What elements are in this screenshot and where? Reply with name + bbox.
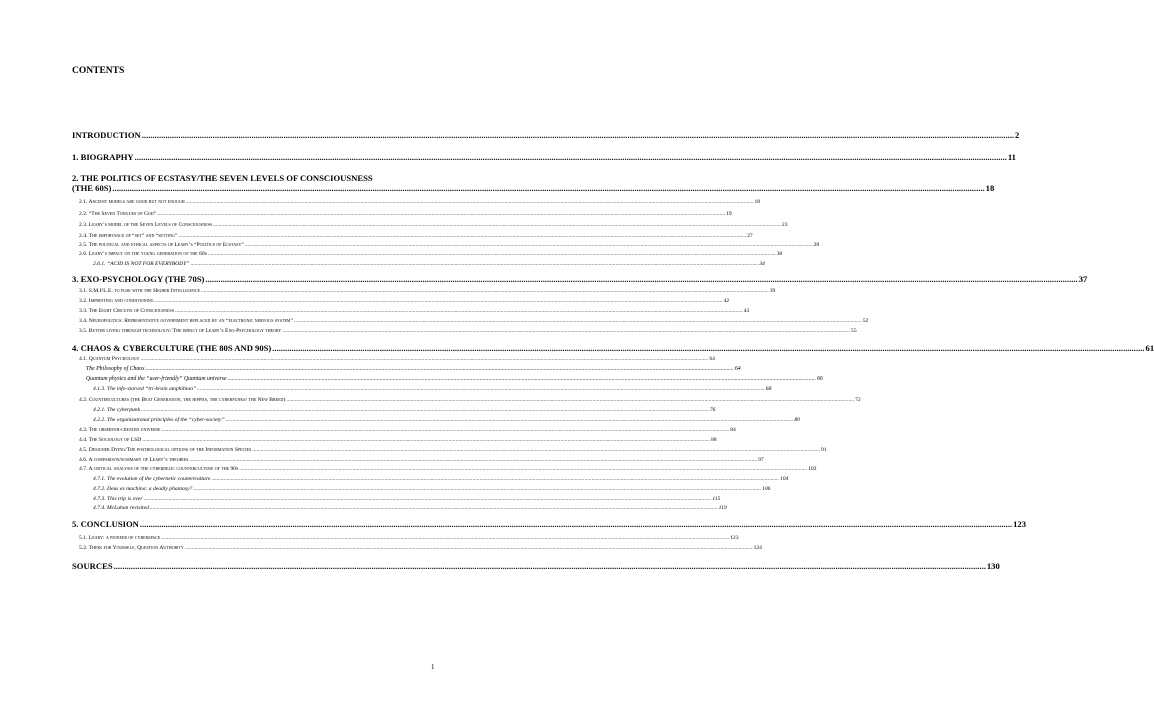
toc-entry[interactable] <box>93 261 765 267</box>
dot-leader <box>193 486 761 492</box>
toc-page-number: 130 <box>986 561 1000 571</box>
toc-page-number: 104 <box>779 476 789 482</box>
toc-page-number: 18 <box>985 183 995 193</box>
dot-leader <box>112 183 984 193</box>
toc-entry-title: 2.2. “The Seven Tongues of God” <box>79 211 157 217</box>
dot-leader <box>161 535 729 541</box>
dot-leader <box>157 211 725 217</box>
toc-entry-title: The Philosophy of Chaos <box>86 366 145 372</box>
toc-entry-title: 4. CHAOS & CYBERCULTURE (THE 80S AND 90S) <box>72 343 272 353</box>
toc-entry[interactable] <box>86 366 741 372</box>
dot-leader <box>141 356 709 362</box>
toc-entry-title: 2.6. Leary’s impact on the young generation of the 60s <box>79 251 207 257</box>
dot-leader <box>272 343 1144 353</box>
toc-entry-title: 4.1.3. The info-starved “tri-brain amphibian” <box>93 386 197 392</box>
toc-entry[interactable] <box>79 328 857 334</box>
toc-page-number: 76 <box>709 407 716 413</box>
toc-page-number: 30 <box>776 251 783 257</box>
toc-entry-title: 4.7.2. Deus ex machina: a deadly phantasy? <box>93 486 193 492</box>
toc-entry-title: 5. CONCLUSION <box>72 519 139 529</box>
toc-page-number: 27 <box>747 233 753 239</box>
dot-leader <box>178 233 746 239</box>
toc-entry-title: 4.1. Quantum Psychology <box>79 356 140 362</box>
toc-page-number: 37 <box>1078 274 1088 284</box>
toc-entry-title: 2.6.1. “ACID IS NOT FOR EVERYBODY” <box>93 261 190 267</box>
toc-entry-title: 5.1. Leary: a pioneer of cyberspace <box>79 535 161 541</box>
toc-entry[interactable] <box>79 308 750 314</box>
toc-entry[interactable] <box>79 199 761 205</box>
dot-leader <box>175 308 743 314</box>
toc-entry-title: 2.5. The political and ethical aspects of Leary’s “Politics of Ecstasy” <box>79 242 244 248</box>
toc-entry-title: 4.2.1. The cyberpunk <box>93 407 141 413</box>
toc-entry[interactable] <box>79 242 820 248</box>
toc-entry-title: 2.4. The importance of “set” and “setting” <box>79 233 178 239</box>
toc-entry-title: 3.4. Neuropolitics: Representative government replaced by an “electronic nervous system” <box>79 318 293 324</box>
toc-entry-title: 4.4. The Sociology of LSD <box>79 437 142 443</box>
toc-entry-title: 2.3. Leary’s model of the Seven Levels of Consciousness <box>79 222 213 228</box>
toc-page-number: 84 <box>730 427 736 433</box>
toc-page-number: 106 <box>762 486 771 492</box>
toc-entry[interactable] <box>79 545 762 551</box>
toc-entry-title-cont: (THE 60S) <box>72 183 112 193</box>
toc-entry-title: Quantum physics and the “user-friendly” Quantum universe <box>86 376 227 382</box>
dot-leader <box>161 427 729 433</box>
toc-entry-title: 3.1. S.M.I²L.E. to fuse with the Higher Intelligence <box>79 288 200 294</box>
toc-entry[interactable] <box>79 318 869 324</box>
toc-entry-title: 2. THE POLITICS OF ECSTASY/THE SEVEN LEVELS OF CONSCIOUSNESS <box>72 173 373 183</box>
toc-entry[interactable] <box>79 427 736 433</box>
dot-leader <box>145 366 733 372</box>
dot-leader <box>135 152 1007 162</box>
toc-page-number: 61 <box>1145 343 1154 353</box>
toc-entry[interactable] <box>79 211 732 217</box>
toc-entry[interactable] <box>93 386 772 392</box>
toc-page-number: 80 <box>794 417 800 423</box>
toc-entry[interactable] <box>79 397 861 403</box>
toc-page-number: 43 <box>743 308 750 314</box>
toc-entry-title: 4.7.4. McLuhan revisited <box>93 505 149 511</box>
toc-page-number: 68 <box>765 386 772 392</box>
dot-leader <box>140 519 1012 529</box>
toc-page-number: 23 <box>781 222 788 228</box>
toc-entry[interactable] <box>79 457 764 463</box>
toc-entry-title: 4.6. A comparison/summary of Leary’s theories <box>79 457 189 463</box>
dot-leader <box>226 417 794 423</box>
dot-leader <box>190 261 758 267</box>
toc-page-number: 64 <box>709 356 715 362</box>
dot-leader <box>239 466 807 472</box>
dot-leader <box>185 545 753 551</box>
toc-entry[interactable] <box>93 407 716 413</box>
dot-leader <box>142 437 710 443</box>
toc-entry-title: 4.5. Designer Dying/The posthological options of the Information Species <box>79 447 252 453</box>
toc-entry[interactable] <box>79 251 783 257</box>
dot-leader <box>189 457 757 463</box>
toc-entry[interactable] <box>72 173 995 193</box>
toc-page-number: 123 <box>730 535 739 541</box>
toc-page-number: 18 <box>754 199 761 205</box>
dot-leader <box>144 496 712 502</box>
toc-entry[interactable] <box>79 222 788 228</box>
dot-leader <box>213 222 781 228</box>
toc-entry-title: 4.3. The observer-created universe <box>79 427 161 433</box>
toc-entry[interactable] <box>79 233 753 239</box>
page-number: 1 <box>431 663 435 671</box>
dot-leader <box>141 407 709 413</box>
toc-entry[interactable] <box>93 496 721 502</box>
toc-entry[interactable] <box>72 130 1020 140</box>
toc-page-number: 39 <box>769 288 776 294</box>
toc-page-number: 88 <box>711 437 717 443</box>
toc-page-number: 66 <box>817 376 823 382</box>
toc-entry[interactable] <box>93 417 800 423</box>
toc-page-number: 55 <box>851 328 857 334</box>
dot-leader <box>294 318 862 324</box>
toc-entry[interactable] <box>72 561 1000 571</box>
toc-entry-title: 3. EXO-PSYCHOLOGY (THE 70S) <box>72 274 205 284</box>
toc-entry[interactable] <box>72 152 1016 162</box>
dot-leader <box>211 476 779 482</box>
dot-leader <box>142 130 1014 140</box>
toc-entry[interactable] <box>86 376 823 382</box>
dot-leader <box>205 274 1077 284</box>
toc-entry-title: 5.2. Think for Yourself, Question Authority <box>79 545 184 551</box>
toc-page-number: 2 <box>1015 130 1020 140</box>
dot-leader <box>286 397 854 403</box>
toc-entry[interactable] <box>93 476 789 482</box>
toc-page-number: 97 <box>758 457 764 463</box>
toc-entry[interactable] <box>79 535 739 541</box>
dot-leader <box>150 505 718 511</box>
toc-page-number: 34 <box>759 261 765 267</box>
toc-page-number: 42 <box>723 298 730 304</box>
toc-page-number: 124 <box>753 545 762 551</box>
toc-page-number: 103 <box>808 466 817 472</box>
toc-entry[interactable] <box>93 505 727 511</box>
toc-page-number: 91 <box>821 447 827 453</box>
toc-entry[interactable] <box>72 519 1027 529</box>
toc-entry-title: 4.7. A critical analysis of the cyberdelic counterculture of the 90s <box>79 466 239 472</box>
toc-page-number: 119 <box>718 505 727 511</box>
toc-entry-title: 3.5. Better living through technology/ The impact of Leary’s Exo-Psychology theory <box>79 328 282 334</box>
dot-leader <box>208 251 776 257</box>
dot-leader <box>197 386 765 392</box>
dot-leader <box>114 561 986 571</box>
toc-entry[interactable] <box>79 356 715 362</box>
toc-entry-title: 2.1. Ancient models are good but not enough <box>79 199 185 205</box>
toc-page-number: 19 <box>726 211 732 217</box>
toc-entry-title: 4.7.1. The evolution of the cybernetic counterculture <box>93 476 211 482</box>
toc-entry[interactable] <box>79 288 776 294</box>
toc-page-number: 28 <box>813 242 820 248</box>
toc-entry[interactable] <box>93 486 771 492</box>
toc-entry-title: 3.2. Imprinting and conditioning <box>79 298 154 304</box>
toc-entry-title: SOURCES <box>72 561 113 571</box>
dot-leader <box>228 376 816 382</box>
toc-entry[interactable] <box>79 437 717 443</box>
dot-leader <box>245 242 813 248</box>
dot-leader <box>201 288 769 294</box>
dot-leader <box>155 298 723 304</box>
toc-entry[interactable] <box>72 274 1088 284</box>
toc-page-number: 11 <box>1007 152 1016 162</box>
dot-leader <box>186 199 754 205</box>
toc-entry[interactable] <box>79 447 827 453</box>
toc-entry-title: 4.7.3. This trip is over <box>93 496 143 502</box>
dot-leader <box>282 328 850 334</box>
toc-entry[interactable] <box>79 466 817 472</box>
toc-entry-title: 4.2. Countercultures (the Beat Generation, the hippies, the cyberpunks/ the New Breed) <box>79 397 286 403</box>
toc-page-number: 52 <box>862 318 869 324</box>
toc-entry-title: 4.2.2. The organizational principles of the “cyber-society” <box>93 417 225 423</box>
contents-heading: CONTENTS <box>72 66 125 76</box>
toc-page-number: 123 <box>1013 519 1027 529</box>
toc-entry-title: 3.3. The Eight Circuits of Consciousness <box>79 308 174 314</box>
toc-entry-title: 1. BIOGRAPHY <box>72 152 134 162</box>
toc-entry-title: INTRODUCTION <box>72 130 141 140</box>
toc-page-number: 64 <box>734 366 741 372</box>
toc-page-number: 115 <box>712 496 721 502</box>
toc-entry[interactable] <box>72 343 1154 353</box>
toc-entry[interactable] <box>79 298 730 304</box>
dot-leader <box>252 447 820 453</box>
toc-page-number: 72 <box>855 397 861 403</box>
